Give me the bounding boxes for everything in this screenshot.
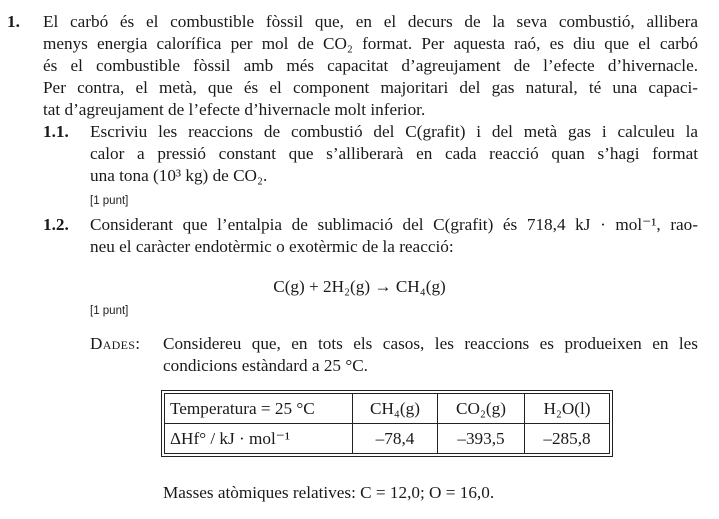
table-header-cell: CH₄(g): [353, 394, 438, 424]
subquestion-number-1-1: 1.1.: [43, 122, 69, 141]
atomic-masses: Masses atòmiques relatives: C = 12,0; O = 16,0.: [163, 483, 495, 502]
reaction-equation: C(g) + 2H₂(g) → CH₄(g): [273, 277, 446, 296]
table-header-cell: H₂O(l): [525, 394, 610, 424]
question-statement: [43, 11, 698, 121]
subquestion-line: una tona (10³ kg) de CO₂.: [90, 166, 268, 185]
question-line: El carbó és el combustible fòssil que, en el decurs de la seva combustió, allibera: [43, 12, 698, 31]
subquestion-text-1-2: [90, 214, 698, 258]
question-line: és el combustible fòssil amb més capacitat d’agreujament de l’efecte d’hivernacle.: [43, 56, 698, 75]
subquestion-line: Considerant que l’entalpia de sublimació del C(grafit) és 718,4 kJ · mol⁻¹, rao-: [90, 215, 698, 234]
subquestion-line: calor a pressió constant que s’alliberarà en cada reacció quan s’hagi format: [90, 144, 698, 163]
subquestion-number-1-2: 1.2.: [43, 215, 69, 234]
subquestion-text-1-1: [90, 121, 698, 187]
points-1-1: [1 punt]: [90, 195, 129, 207]
table-cell: –393,5: [438, 424, 525, 454]
data-line: condicions estàndard a 25 °C.: [163, 356, 368, 375]
data-statement: [163, 333, 698, 377]
table-row: [165, 424, 610, 454]
enthalpy-table: [164, 393, 610, 454]
question-number: 1.: [7, 12, 20, 31]
question-line: Per contra, el metà, que és el component majoritari del gas natural, té una capaci-: [43, 78, 698, 97]
table-header-cell: Temperatura = 25 °C: [165, 394, 353, 424]
table-cell: –78,4: [353, 424, 438, 454]
points-1-2: [1 punt]: [90, 305, 129, 317]
table-cell: –285,8: [525, 424, 610, 454]
table-row-label: ΔHf° / kJ · mol⁻¹: [165, 424, 353, 454]
subquestion-line: neu el caràcter endotèrmic o exotèrmic de la reacció:: [90, 237, 454, 256]
subquestion-line: Escriviu les reaccions de combustió del C(grafit) i del metà gas i calculeu la: [90, 122, 698, 141]
table-header-row: [165, 394, 610, 424]
data-line: Considereu que, en tots els casos, les reaccions es produeixen en les: [163, 334, 698, 353]
table-header-cell: CO₂(g): [438, 394, 525, 424]
question-line: tat d’agreujament de l’efecte d’hivernacle molt inferior.: [43, 100, 426, 119]
question-line: menys energia calorífica per mol de CO₂ format. Per aquesta raó, es diu que el carbó: [43, 34, 698, 53]
data-label: Dades:: [90, 334, 141, 353]
